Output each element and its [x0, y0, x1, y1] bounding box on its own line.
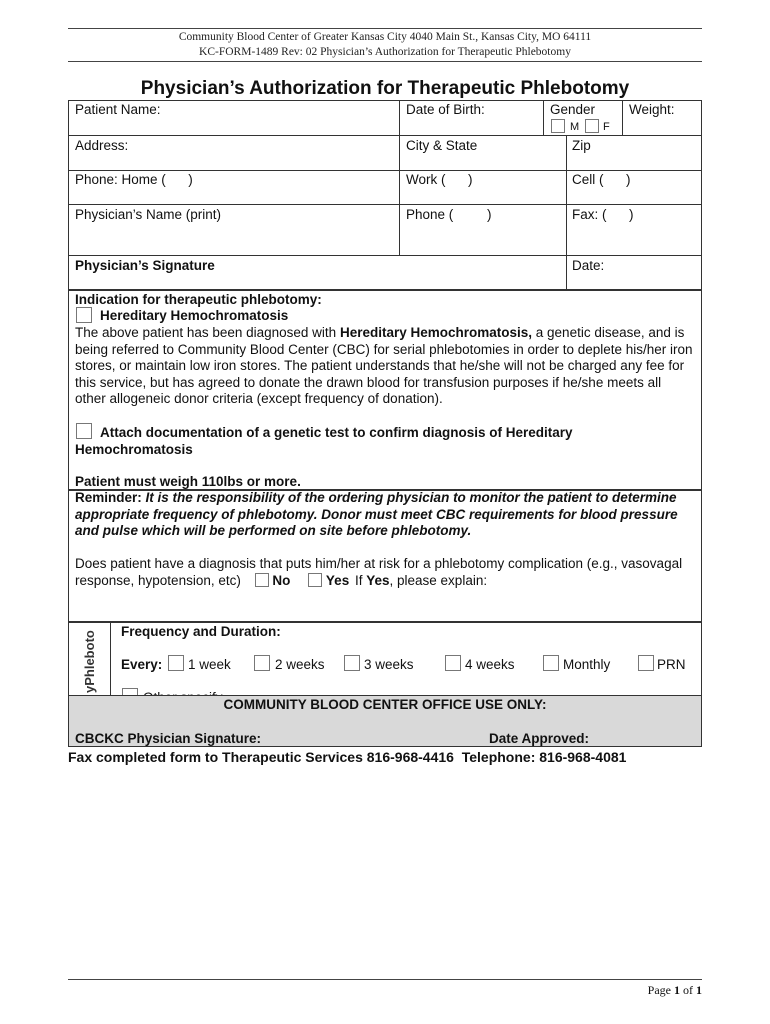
physician-signature-field[interactable]: Physician’s Signature	[75, 258, 215, 273]
page-prefix: Page	[647, 983, 674, 997]
page-number	[648, 983, 702, 998]
cell-phone-field[interactable]: Cell ( )	[572, 172, 631, 187]
freq-monthly-label: Monthly	[563, 657, 611, 672]
home-phone-field[interactable]: Phone: Home ( )	[75, 172, 193, 187]
yes-label: Yes	[325, 572, 350, 588]
patient-name-field[interactable]: Patient Name:	[75, 102, 161, 117]
gender-label: Gender	[550, 102, 596, 117]
page-current: 1	[674, 983, 680, 997]
header-form-id: KC-FORM-1489 Rev: 02 Physician’s Authorization for Therapeutic Phlebotomy	[199, 46, 571, 58]
weight-requirement: Patient must weigh 110lbs or more.	[75, 474, 301, 489]
header-address: Community Blood Center of Greater Kansas City 4040 Main St., Kansas City, MO 64111	[178, 31, 592, 43]
city-state-field[interactable]: City & State	[406, 138, 478, 153]
paragraph-bold-text: Hereditary Hemochromatosis,	[339, 325, 533, 340]
row-divider	[68, 255, 702, 256]
date-approved-field[interactable]: Date Approved:	[489, 731, 590, 746]
complication-no-checkbox[interactable]	[255, 573, 269, 587]
row-divider	[68, 170, 702, 171]
gender-male-label: M	[570, 121, 580, 133]
hemochromatosis-checkbox[interactable]	[76, 307, 92, 323]
freq-3-weeks-checkbox[interactable]	[344, 655, 360, 671]
col-divider	[399, 100, 400, 255]
header-bottom-rule	[68, 61, 702, 62]
no-label: No	[272, 572, 291, 588]
gender-female-checkbox[interactable]	[585, 119, 599, 133]
indication-heading: Indication for therapeutic phlebotomy:	[75, 292, 322, 307]
complication-question	[75, 556, 695, 589]
physician-name-field[interactable]: Physician’s Name (print)	[75, 207, 222, 222]
question-text: Does patient have a diagnosis that puts him/her at risk for a phlebotomy complication (e.g., vasovagal response, hypotension, etc)	[75, 556, 683, 588]
page-total: 1	[696, 983, 702, 997]
address-field[interactable]: Address:	[75, 138, 129, 153]
phlebotomy-side-label: yPhleboto	[82, 630, 97, 693]
page-of: of	[680, 983, 696, 997]
reminder-label: Reminder:	[75, 490, 142, 505]
col-divider	[110, 622, 111, 696]
freq-4-weeks-checkbox[interactable]	[445, 655, 461, 671]
freq-prn-label: PRN	[657, 657, 686, 672]
genetic-test-checkbox[interactable]	[76, 423, 92, 439]
signature-date-field[interactable]: Date:	[572, 258, 605, 273]
explain-yes-text: Yes	[366, 572, 390, 588]
col-divider	[622, 100, 623, 135]
freq-1-week-label: 1 week	[188, 657, 231, 672]
date-of-birth-field[interactable]: Date of Birth:	[406, 102, 485, 117]
gender-female-label: F	[603, 121, 610, 133]
header-top-rule	[68, 28, 702, 29]
freq-3-weeks-label: 3 weeks	[364, 657, 414, 672]
reminder-paragraph	[75, 490, 695, 540]
col-divider	[543, 100, 544, 135]
freq-4-weeks-label: 4 weeks	[465, 657, 515, 672]
explain-text: , please explain:	[389, 572, 488, 588]
freq-1-week-checkbox[interactable]	[168, 655, 184, 671]
freq-2-weeks-label: 2 weeks	[275, 657, 325, 672]
every-label: Every:	[121, 657, 163, 672]
fax-field[interactable]: Fax: ( )	[572, 207, 634, 222]
cbckc-signature-field[interactable]: CBCKC Physician Signature:	[75, 731, 262, 746]
form-title: Physician’s Authorization for Therapeutic Phlebotomy	[140, 78, 630, 99]
row-divider	[68, 204, 702, 205]
reminder-text: It is the responsibility of the ordering physician to monitor the patient to determine appropriate frequency of phlebotomy. Donor must meet CBC requirements for blood pressure and pulse which will be performed on site before phlebotomy.	[75, 490, 678, 539]
paragraph-text: a genetic disease, and is being referred to Community Blood Center (CBC) for serial phlebotomies in order to deplete his/her iron stores, or maintain low iron stores. The patient understands that he/she will not be charged any fee for this service, but has agreed to donate the drawn blood for transfusion purposes if he/she meets all other allogeneic donor criteria (except frequency of donation).	[75, 325, 693, 407]
fax-instructions: Fax completed form to Therapeutic Services 816-968-4416 Telephone: 816-968-4081	[68, 749, 627, 765]
row-divider	[68, 135, 702, 136]
gender-male-checkbox[interactable]	[551, 119, 565, 133]
frequency-heading: Frequency and Duration:	[121, 624, 281, 639]
zip-field[interactable]: Zip	[572, 138, 591, 153]
phlebotomy-side-label-clip	[68, 623, 110, 695]
freq-prn-checkbox[interactable]	[638, 655, 654, 671]
explain-text: If	[354, 572, 367, 588]
paragraph-text: The above patient has been diagnosed with	[75, 325, 340, 340]
office-use-heading: COMMUNITY BLOOD CENTER OFFICE USE ONLY:	[223, 697, 547, 712]
genetic-test-label-cont: Hemochromatosis	[75, 442, 193, 457]
diagnosis-paragraph	[75, 325, 695, 408]
work-phone-field[interactable]: Work ( )	[406, 172, 473, 187]
freq-monthly-checkbox[interactable]	[543, 655, 559, 671]
weight-field[interactable]: Weight:	[629, 102, 675, 117]
hemochromatosis-option-label: Hereditary Hemochromatosis	[100, 308, 289, 323]
genetic-test-label: Attach documentation of a genetic test to confirm diagnosis of Hereditary	[100, 425, 573, 440]
footer-rule	[68, 979, 702, 980]
col-divider	[566, 135, 567, 290]
complication-yes-checkbox[interactable]	[308, 573, 322, 587]
physician-phone-field[interactable]: Phone ( )	[406, 207, 492, 222]
freq-2-weeks-checkbox[interactable]	[254, 655, 270, 671]
